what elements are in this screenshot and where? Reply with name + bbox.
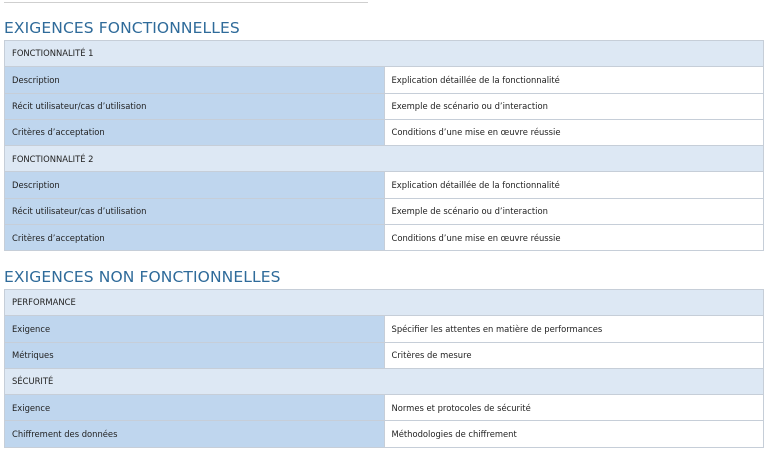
row-value: Explication détaillée de la fonctionnalité bbox=[384, 67, 764, 93]
row-label: Critères d’acceptation bbox=[5, 225, 385, 251]
row-label: Chiffrement des données bbox=[5, 421, 385, 447]
group-row bbox=[5, 41, 764, 67]
row-label: Récit utilisateur/cas d’utilisation bbox=[5, 198, 385, 224]
nonfunctional-requirements-table bbox=[4, 289, 764, 448]
row-value: Conditions d’une mise en œuvre réussie bbox=[384, 225, 764, 251]
table-row bbox=[5, 421, 764, 447]
group-title: FONCTIONNALITÉ 2 bbox=[5, 146, 764, 172]
row-label: Métriques bbox=[5, 342, 385, 368]
row-value: Exemple de scénario ou d’interaction bbox=[384, 93, 764, 119]
table-row bbox=[5, 93, 764, 119]
table-row bbox=[5, 225, 764, 251]
group-row bbox=[5, 290, 764, 316]
row-label: Exigence bbox=[5, 395, 385, 421]
group-title: PERFORMANCE bbox=[5, 290, 764, 316]
table-row bbox=[5, 342, 764, 368]
row-value: Exemple de scénario ou d’interaction bbox=[384, 198, 764, 224]
row-value: Critères de mesure bbox=[384, 342, 764, 368]
functional-requirements-table bbox=[4, 40, 764, 251]
table-row bbox=[5, 395, 764, 421]
section-title-nonfunctional: EXIGENCES NON FONCTIONNELLES bbox=[4, 268, 281, 286]
group-title: SÉCURITÉ bbox=[5, 368, 764, 394]
row-label: Description bbox=[5, 172, 385, 198]
top-divider bbox=[4, 2, 368, 3]
table-row bbox=[5, 172, 764, 198]
table-row bbox=[5, 67, 764, 93]
table-row bbox=[5, 316, 764, 342]
table-row bbox=[5, 198, 764, 224]
row-value: Méthodologies de chiffrement bbox=[384, 421, 764, 447]
row-value: Normes et protocoles de sécurité bbox=[384, 395, 764, 421]
row-label: Description bbox=[5, 67, 385, 93]
group-row bbox=[5, 146, 764, 172]
group-title: FONCTIONNALITÉ 1 bbox=[5, 41, 764, 67]
group-row bbox=[5, 368, 764, 394]
row-label: Critères d’acceptation bbox=[5, 119, 385, 145]
row-value: Conditions d’une mise en œuvre réussie bbox=[384, 119, 764, 145]
row-value: Spécifier les attentes en matière de performances bbox=[384, 316, 764, 342]
row-value: Explication détaillée de la fonctionnalité bbox=[384, 172, 764, 198]
section-title-functional: EXIGENCES FONCTIONNELLES bbox=[4, 19, 240, 37]
table-row bbox=[5, 119, 764, 145]
row-label: Exigence bbox=[5, 316, 385, 342]
row-label: Récit utilisateur/cas d’utilisation bbox=[5, 93, 385, 119]
